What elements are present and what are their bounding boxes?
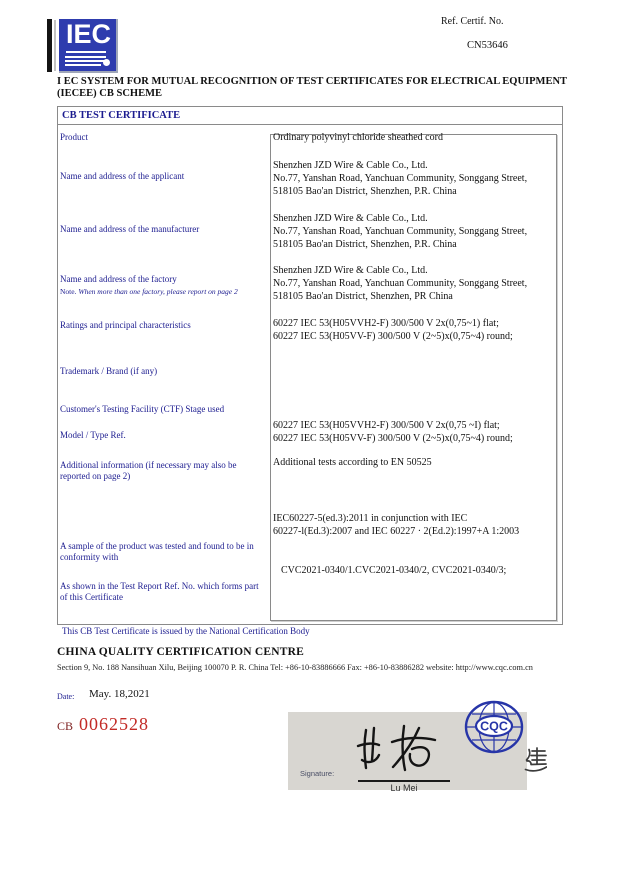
value-manufacturer: Shenzhen JZD Wire & Cable Co., Ltd. No.77, Yanshan Road, Yanchuan Community, Songgang Street, 518105 Bao'an District, Shenzhen, P.R. China [273, 213, 528, 250]
issued-by-note: This CB Test Certificate is issued by the National Certification Body [62, 626, 310, 636]
iec-logo-underline [66, 51, 106, 53]
cb-prefix: CB [57, 719, 74, 733]
iec-logo-line [65, 56, 106, 58]
label-factory: Name and address of the factory [60, 274, 177, 284]
label-manufacturer: Name and address of the manufacturer [60, 224, 200, 234]
signature-name: Lu Mei [390, 783, 418, 793]
note-italic-text: When more than one factory, please report on page 2 [76, 287, 238, 296]
issuer-name: CHINA QUALITY CERTIFICATION CENTRE [57, 646, 304, 658]
iec-logo-text: IEC [66, 19, 112, 49]
label-conformity: A sample of the product was tested and found to be in conformity with [60, 541, 254, 562]
label-model-type-ref: Model / Type Ref. [60, 430, 126, 440]
cb-number: 0062528 [79, 714, 150, 734]
iec-logo [47, 17, 131, 77]
value-product: Ordinary polyvinyl chloride sheathed cord [273, 132, 443, 143]
note-prefix: Note. [60, 287, 77, 296]
signature-label: Signature: [300, 769, 335, 778]
value-applicant: Shenzhen JZD Wire & Cable Co., Ltd. No.77, Yanshan Road, Yanchuan Community, Songgang Street, 518105 Bao'an District, Shenzhen, P.R. China [273, 160, 528, 197]
iec-logo-shadow-bar [54, 20, 56, 71]
label-ratings: Ratings and principal characteristics [60, 320, 191, 330]
value-test-report-ref: CVC2021-0340/1.CVC2021-0340/2, CVC2021-0340/3; [281, 565, 507, 576]
cb-certificate-number [57, 714, 149, 735]
signature-line [358, 780, 450, 782]
iec-logo-box [59, 19, 118, 73]
value-conformity: IEC60227-5(ed.3):2011 in conjunction with IEC 60227-l(Ed.3):2007 and IEC 60227 · 2(Ed.2):1997+A 1:2003 [273, 513, 520, 537]
ref-certif-number: CN53646 [467, 40, 508, 51]
value-additional-information: Additional tests according to EN 50525 [273, 457, 432, 468]
value-factory: Shenzhen JZD Wire & Cable Co., Ltd. No.77, Yanshan Road, Yanchuan Community, Songgang Street, 518105 Bao'an District, Shenzhen, PR China [273, 265, 528, 302]
label-product: Product [60, 132, 88, 142]
label-trademark: Trademark / Brand (if any) [60, 366, 158, 376]
label-ctf-stage: Customer's Testing Facility (CTF) Stage used [60, 404, 225, 414]
jian-stamp-icon [524, 746, 547, 773]
iec-logo-line [65, 64, 101, 66]
value-ratings: 60227 IEC 53(H05VVH2-F) 300/500 V 2x(0,75~1) flat; 60227 IEC 53(H05VV-F) 300/500 V (2~5)x(0,75~4) round; [273, 318, 513, 342]
label-factory-note [60, 287, 275, 296]
iec-logo-dot [103, 59, 110, 66]
ref-certif-label: Ref. Certif. No. [441, 16, 504, 27]
value-column-box [270, 134, 557, 621]
date-value: May. 18,2021 [89, 688, 150, 700]
label-additional-information: Additional information (if necessary may also be reported on page 2) [60, 460, 237, 481]
date-label: Date: [57, 692, 75, 701]
issuer-address: Section 9, No. 188 Nansihuan Xilu, Beijing 100070 P. R. China Tel: +86-10-83886666 Fax: +86-10-83886282 website: http://www.cqc.com.cn [57, 663, 533, 672]
label-test-report-ref: As shown in the Test Report Ref. No. which forms part of this Certificate [60, 581, 259, 602]
iec-logo-line [65, 60, 106, 62]
table-header-divider [58, 124, 562, 125]
label-applicant: Name and address of the applicant [60, 171, 185, 181]
handwritten-signature-icon [352, 718, 452, 778]
value-model-type-ref: 60227 IEC 53(H05VVH2-F) 300/500 V 2x(0,75 ~I) flat; 60227 IEC 53(H05VV-F) 300/500 V (2~5)x(0,75~4) round; [273, 420, 513, 444]
iec-logo-left-bar [47, 19, 52, 72]
scheme-title: I EC SYSTEM FOR MUTUAL RECOGNITION OF TEST CERTIFICATES FOR ELECTRICAL EQUIPMENT (IECEE) CB SCHEME [57, 76, 568, 99]
certificate-title: CB TEST CERTIFICATE [62, 110, 181, 121]
cqc-logo-text: CQC [480, 719, 508, 734]
cqc-logo [463, 700, 525, 757]
